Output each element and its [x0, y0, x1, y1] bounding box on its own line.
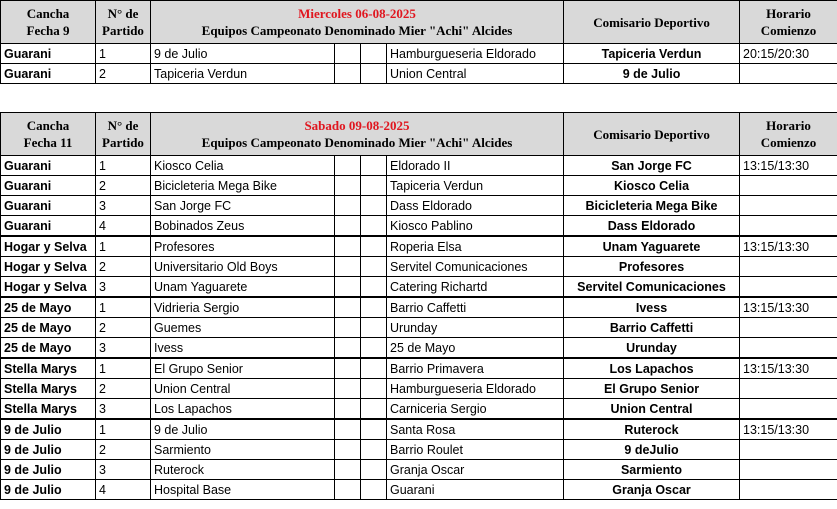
local-team-cell: Profesores — [151, 236, 335, 257]
partido-num-cell: 1 — [96, 419, 151, 440]
cancha-header: Cancha Fecha 11 — [1, 113, 96, 156]
local-team-cell: Bobinados Zeus — [151, 216, 335, 237]
section-gap — [0, 92, 837, 113]
comisario-cell: San Jorge FC — [564, 156, 740, 176]
table-row — [1, 216, 837, 237]
table-row — [1, 257, 837, 277]
partido-num-cell: 3 — [96, 338, 151, 359]
local-team-cell: Sarmiento — [151, 440, 335, 460]
cancha-cell: 9 de Julio — [1, 419, 96, 440]
comisario-cell: Unam Yaguarete — [564, 236, 740, 257]
partido-num-cell: 4 — [96, 216, 151, 237]
match-date: Sabado 09-08-2025 — [304, 118, 410, 133]
empty-score-cell — [361, 419, 387, 440]
empty-score-cell — [335, 419, 361, 440]
horario-cell — [740, 379, 837, 399]
local-team-cell: Unam Yaguarete — [151, 277, 335, 298]
partido-num-cell: 1 — [96, 297, 151, 318]
comisario-cell: Dass Eldorado — [564, 216, 740, 237]
table-row — [1, 277, 837, 298]
empty-score-cell — [335, 176, 361, 196]
comisario-cell: Kiosco Celia — [564, 176, 740, 196]
empty-score-cell — [361, 318, 387, 338]
table-row — [1, 419, 837, 440]
match-date: Miercoles 06-08-2025 — [298, 6, 416, 21]
table-row — [1, 379, 837, 399]
partido-num-cell: 3 — [96, 399, 151, 420]
partido-num-cell: 2 — [96, 440, 151, 460]
horario-header: Horario Comienzo — [740, 1, 837, 44]
empty-score-cell — [335, 460, 361, 480]
empty-score-cell — [361, 297, 387, 318]
horario-cell — [740, 64, 837, 84]
horario-cell — [740, 277, 837, 298]
empty-score-cell — [335, 64, 361, 84]
empty-score-cell — [335, 216, 361, 237]
comisario-cell: 9 deJulio — [564, 440, 740, 460]
table-row — [1, 460, 837, 480]
empty-score-cell — [335, 277, 361, 298]
empty-score-cell — [361, 257, 387, 277]
comisario-cell: Tapiceria Verdun — [564, 44, 740, 64]
local-team-cell: Hospital Base — [151, 480, 335, 500]
table-row — [1, 440, 837, 460]
local-team-cell: 9 de Julio — [151, 419, 335, 440]
cancha-cell: Guarani — [1, 156, 96, 176]
cancha-cell: 9 de Julio — [1, 440, 96, 460]
empty-score-cell — [361, 379, 387, 399]
table-row — [1, 297, 837, 318]
local-team-cell: Bicicleteria Mega Bike — [151, 176, 335, 196]
comisario-cell: Barrio Caffetti — [564, 318, 740, 338]
local-team-cell: Los Lapachos — [151, 399, 335, 420]
visitante-team-cell: Roperia Elsa — [387, 236, 564, 257]
partido-num-cell: 1 — [96, 156, 151, 176]
cancha-cell: Stella Marys — [1, 358, 96, 379]
header-row — [1, 113, 837, 156]
cancha-cell: Hogar y Selva — [1, 257, 96, 277]
horario-cell — [740, 480, 837, 500]
cancha-cell: Hogar y Selva — [1, 236, 96, 257]
local-team-cell: El Grupo Senior — [151, 358, 335, 379]
cancha-cell: Guarani — [1, 196, 96, 216]
comisario-cell: Sarmiento — [564, 460, 740, 480]
visitante-team-cell: Catering Richartd — [387, 277, 564, 298]
partido-num-cell: 1 — [96, 44, 151, 64]
table-row — [1, 399, 837, 420]
empty-score-cell — [361, 399, 387, 420]
local-team-cell: San Jorge FC — [151, 196, 335, 216]
horario-cell — [740, 318, 837, 338]
cancha-cell: Stella Marys — [1, 399, 96, 420]
comisario-cell: Bicicleteria Mega Bike — [564, 196, 740, 216]
empty-score-cell — [335, 358, 361, 379]
partido-num-cell: 2 — [96, 176, 151, 196]
visitante-team-cell: Barrio Roulet — [387, 440, 564, 460]
fecha9-table — [0, 0, 837, 84]
visitante-team-cell: Hamburgueseria Eldorado — [387, 44, 564, 64]
horario-cell — [740, 196, 837, 216]
empty-score-cell — [335, 156, 361, 176]
comisario-cell: Ruterock — [564, 419, 740, 440]
empty-score-cell — [361, 44, 387, 64]
local-team-cell: Union Central — [151, 379, 335, 399]
table-row — [1, 358, 837, 379]
empty-score-cell — [361, 196, 387, 216]
comisario-cell: El Grupo Senior — [564, 379, 740, 399]
cancha-cell: 9 de Julio — [1, 480, 96, 500]
empty-score-cell — [335, 379, 361, 399]
partido-num-cell: 2 — [96, 64, 151, 84]
empty-score-cell — [361, 338, 387, 359]
horario-cell — [740, 338, 837, 359]
table-row — [1, 338, 837, 359]
partido-num-cell: 3 — [96, 196, 151, 216]
empty-score-cell — [361, 480, 387, 500]
partido-num-cell: 2 — [96, 379, 151, 399]
comisario-cell: Urunday — [564, 338, 740, 359]
empty-score-cell — [361, 216, 387, 237]
table-row — [1, 480, 837, 500]
partido-header: N° de Partido — [96, 113, 151, 156]
partido-num-cell: 4 — [96, 480, 151, 500]
visitante-team-cell: Eldorado II — [387, 156, 564, 176]
partido-num-cell: 3 — [96, 460, 151, 480]
empty-score-cell — [335, 480, 361, 500]
local-team-cell: 9 de Julio — [151, 44, 335, 64]
table-row — [1, 44, 837, 64]
cancha-cell: Guarani — [1, 44, 96, 64]
empty-score-cell — [361, 358, 387, 379]
visitante-team-cell: Hamburgueseria Eldorado — [387, 379, 564, 399]
visitante-team-cell: Dass Eldorado — [387, 196, 564, 216]
comisario-header: Comisario Deportivo — [564, 113, 740, 156]
visitante-team-cell: Santa Rosa — [387, 419, 564, 440]
empty-score-cell — [335, 338, 361, 359]
empty-score-cell — [361, 236, 387, 257]
horario-cell — [740, 216, 837, 237]
header-row — [1, 1, 837, 44]
empty-score-cell — [361, 156, 387, 176]
table-row — [1, 176, 837, 196]
comisario-header: Comisario Deportivo — [564, 1, 740, 44]
table-row — [1, 196, 837, 216]
empty-score-cell — [335, 44, 361, 64]
local-team-cell: Tapiceria Verdun — [151, 64, 335, 84]
empty-score-cell — [361, 440, 387, 460]
equipos-header: Sabado 09-08-2025 Equipos Campeonato Denominado Mier "Achi" Alcides — [151, 113, 564, 156]
empty-score-cell — [361, 176, 387, 196]
comisario-cell: Profesores — [564, 257, 740, 277]
cancha-cell: 25 de Mayo — [1, 318, 96, 338]
cancha-cell: Guarani — [1, 216, 96, 237]
partido-num-cell: 2 — [96, 257, 151, 277]
empty-score-cell — [335, 236, 361, 257]
local-team-cell: Guemes — [151, 318, 335, 338]
horario-cell — [740, 440, 837, 460]
equipos-header: Miercoles 06-08-2025 Equipos Campeonato Denominado Mier "Achi" Alcides — [151, 1, 564, 44]
empty-score-cell — [335, 318, 361, 338]
horario-cell — [740, 460, 837, 480]
visitante-team-cell: Granja Oscar — [387, 460, 564, 480]
comisario-cell: Ivess — [564, 297, 740, 318]
cancha-cell: Guarani — [1, 176, 96, 196]
comisario-cell: 9 de Julio — [564, 64, 740, 84]
cancha-cell: Hogar y Selva — [1, 277, 96, 298]
empty-score-cell — [361, 277, 387, 298]
visitante-team-cell: Servitel Comunicaciones — [387, 257, 564, 277]
visitante-team-cell: Barrio Primavera — [387, 358, 564, 379]
horario-cell: 13:15/13:30 — [740, 358, 837, 379]
empty-score-cell — [335, 399, 361, 420]
table-row — [1, 156, 837, 176]
visitante-team-cell: 25 de Mayo — [387, 338, 564, 359]
table-row — [1, 318, 837, 338]
table-row — [1, 64, 837, 84]
comisario-cell: Los Lapachos — [564, 358, 740, 379]
horario-header: Horario Comienzo — [740, 113, 837, 156]
local-team-cell: Ruterock — [151, 460, 335, 480]
cancha-cell: 25 de Mayo — [1, 338, 96, 359]
horario-cell: 13:15/13:30 — [740, 156, 837, 176]
horario-cell — [740, 176, 837, 196]
visitante-team-cell: Carniceria Sergio — [387, 399, 564, 420]
horario-cell — [740, 399, 837, 420]
horario-cell: 13:15/13:30 — [740, 297, 837, 318]
visitante-team-cell: Barrio Caffetti — [387, 297, 564, 318]
cancha-cell: Stella Marys — [1, 379, 96, 399]
local-team-cell: Kiosco Celia — [151, 156, 335, 176]
cancha-cell: Guarani — [1, 64, 96, 84]
visitante-team-cell: Tapiceria Verdun — [387, 176, 564, 196]
cancha-header: Cancha Fecha 9 — [1, 1, 96, 44]
fecha11-table — [0, 112, 837, 500]
local-team-cell: Vidrieria Sergio — [151, 297, 335, 318]
table-row — [1, 236, 837, 257]
visitante-team-cell: Kiosco Pablino — [387, 216, 564, 237]
horario-cell: 13:15/13:30 — [740, 236, 837, 257]
partido-num-cell: 3 — [96, 277, 151, 298]
visitante-team-cell: Urunday — [387, 318, 564, 338]
cancha-cell: 25 de Mayo — [1, 297, 96, 318]
partido-header: N° de Partido — [96, 1, 151, 44]
comisario-cell: Servitel Comunicaciones — [564, 277, 740, 298]
horario-cell: 20:15/20:30 — [740, 44, 837, 64]
local-team-cell: Ivess — [151, 338, 335, 359]
horario-cell — [740, 257, 837, 277]
empty-score-cell — [335, 440, 361, 460]
comisario-cell: Granja Oscar — [564, 480, 740, 500]
visitante-team-cell: Guarani — [387, 480, 564, 500]
comisario-cell: Union Central — [564, 399, 740, 420]
empty-score-cell — [361, 460, 387, 480]
empty-score-cell — [335, 257, 361, 277]
local-team-cell: Universitario Old Boys — [151, 257, 335, 277]
horario-cell: 13:15/13:30 — [740, 419, 837, 440]
cancha-cell: 9 de Julio — [1, 460, 96, 480]
partido-num-cell: 1 — [96, 358, 151, 379]
visitante-team-cell: Union Central — [387, 64, 564, 84]
empty-score-cell — [335, 297, 361, 318]
partido-num-cell: 1 — [96, 236, 151, 257]
empty-score-cell — [361, 64, 387, 84]
partido-num-cell: 2 — [96, 318, 151, 338]
empty-score-cell — [335, 196, 361, 216]
